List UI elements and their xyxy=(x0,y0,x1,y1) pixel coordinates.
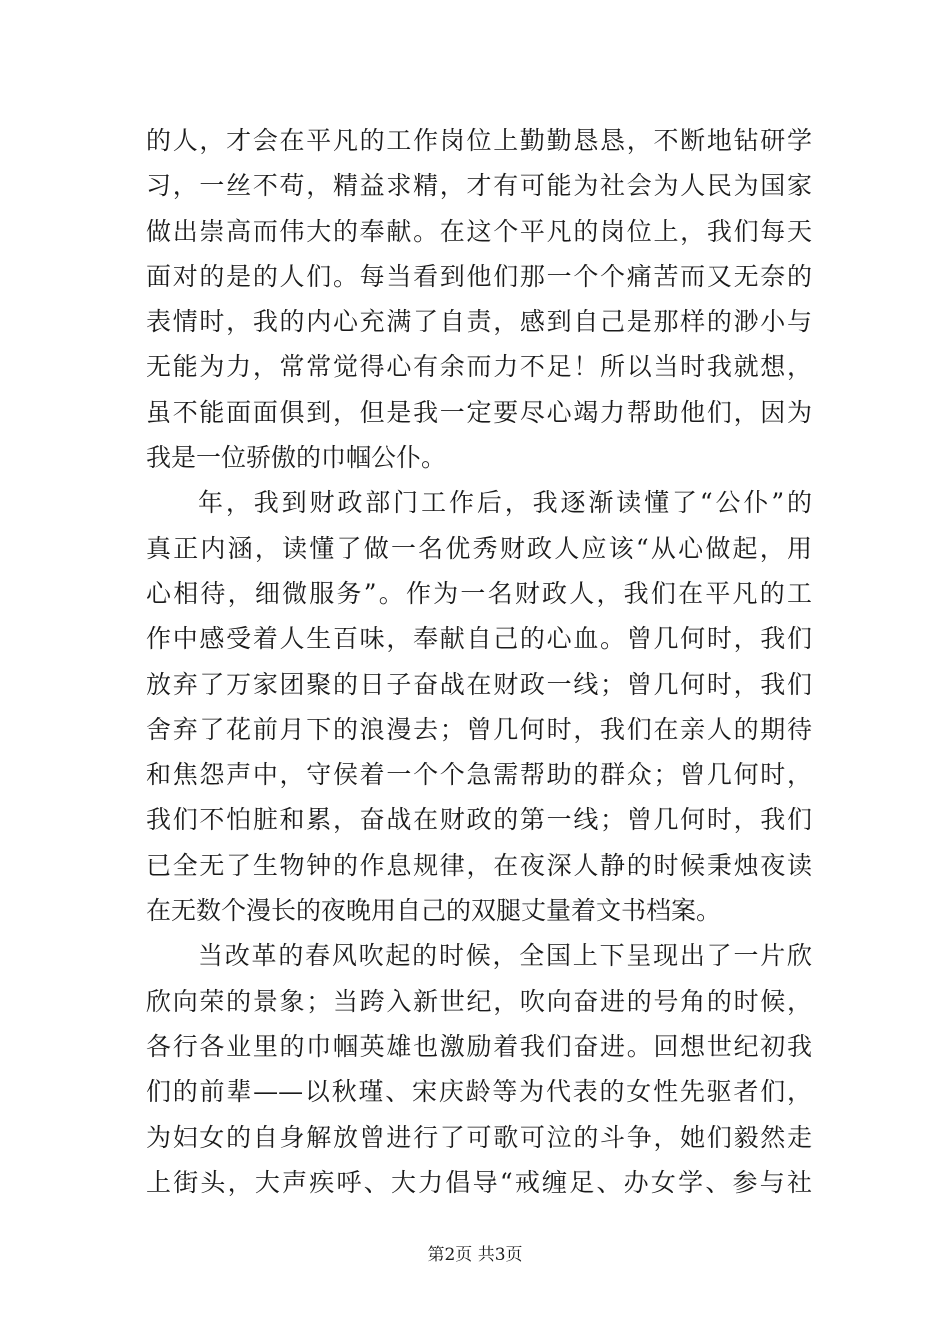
text-line: 心相待，细微服务”。作为一名财政人，我们在平凡的工 xyxy=(146,578,812,608)
text-line: 年，我到财政部门工作后，我逐渐读懂了“公仆”的 xyxy=(198,488,812,518)
body-text xyxy=(146,118,812,1205)
text-line: 表情时，我的内心充满了自责，感到自己是那样的渺小与 xyxy=(146,307,812,337)
text-line: 我是一位骄傲的巾帼公仆。 xyxy=(146,443,447,473)
text-line: 们的前辈——以秋瑾、宋庆龄等为代表的女性先驱者们， xyxy=(146,1077,812,1107)
text-line: 舍弃了花前月下的浪漫去；曾几何时，我们在亲人的期待 xyxy=(146,714,812,744)
text-line: 当改革的春风吹起的时候，全国上下呈现出了一片欣 xyxy=(198,941,812,971)
text-line: 面对的是的人们。每当看到他们那一个个痛苦而又无奈的 xyxy=(146,261,812,291)
text-line: 欣向荣的景象；当跨入新世纪，吹向奋进的号角的时候， xyxy=(146,986,812,1016)
text-line: 放弃了万家团聚的日子奋战在财政一线；曾几何时，我们 xyxy=(146,669,812,699)
text-line: 的人，才会在平凡的工作岗位上勤勤恳恳，不断地钻研学 xyxy=(146,126,812,155)
text-line: 和焦怨声中，守侯着一个个急需帮助的群众；曾几何时， xyxy=(146,760,812,790)
text-line: 习，一丝不苟，精益求精，才有可能为社会为人民为国家 xyxy=(146,171,812,201)
text-line: 作中感受着人生百味，奉献自己的心血。曾几何时，我们 xyxy=(146,624,812,654)
text-line: 为妇女的自身解放曾进行了可歌可泣的斗争，她们毅然走 xyxy=(146,1122,812,1152)
text-line: 真正内涵，读懂了做一名优秀财政人应该“从心做起，用 xyxy=(146,533,812,563)
text-line: 已全无了生物钟的作息规律，在夜深人静的时候秉烛夜读 xyxy=(146,850,812,880)
text-line: 各行各业里的巾帼英雄也激励着我们奋进。回想世纪初我 xyxy=(146,1031,812,1061)
text-line: 我们不怕脏和累，奋战在财政的第一线；曾几何时，我们 xyxy=(146,805,812,835)
text-line: 虽不能面面俱到，但是我一定要尽心竭力帮助他们，因为 xyxy=(146,397,812,427)
text-line: 无能为力，常常觉得心有余而力不足！所以当时我就想， xyxy=(146,352,812,382)
text-line: 在无数个漫长的夜晚用自己的双腿丈量着文书档案。 xyxy=(146,896,722,926)
page-footer: 第2页 共3页 xyxy=(427,1245,523,1265)
text-line: 做出崇高而伟大的奉献。在这个平凡的岗位上，我们每天 xyxy=(146,216,812,246)
text-line: 上街头，大声疾呼、大力倡导“戒缠足、办女学、参与社 xyxy=(146,1167,812,1197)
